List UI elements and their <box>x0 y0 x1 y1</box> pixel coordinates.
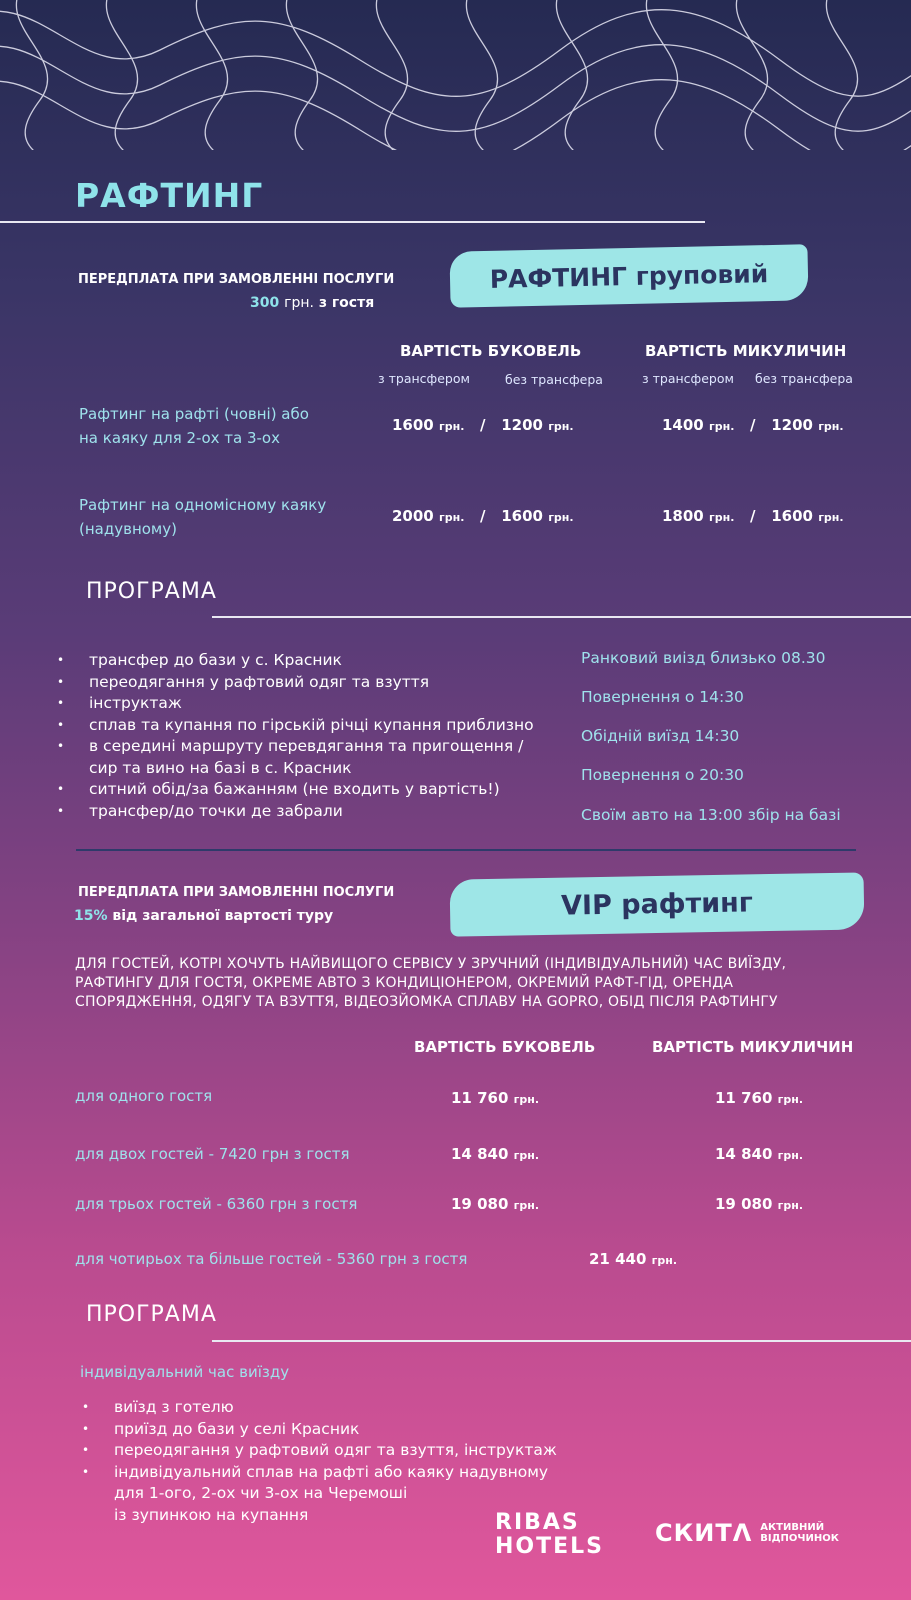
list-item: • переодягання у рафтовий одяг та взуття <box>57 672 534 694</box>
vip-description: ДЛЯ ГОСТЕЙ, КОТРІ ХОЧУТЬ НАЙВИЩОГО СЕРВІСУ У ЗРУЧНИЙ (ІНДИВІДУАЛЬНИЙ) ЧАС ВИЇЗДУ, РАФТИНГУ ДЛЯ ГОСТЯ, ОКРЕМЕ АВТО З КОНДИЦІОНЕРОМ, ОКРЕМИЙ РАФТ-ГІД, ОРЕНДА СПОРЯДЖЕННЯ, ОДЯГУ ТА ВЗУТТЯ, ВІДЕОЗЙОМКА СПЛАВУ НА GOPRO, ОБІД ПІСЛЯ РАФТИНГУ <box>75 956 787 1010</box>
vip-row-1-mykulychyn: 11 760 грн. <box>715 1089 804 1107</box>
list-item: • в середині маршруту перевдягання та пригощення / <box>57 736 534 758</box>
vip-row-4-label: для чотирьох та більше гостей - 5360 грн з гостя <box>75 1250 468 1268</box>
vip-prepay-value: 15% від загальної вартості туру <box>74 908 334 924</box>
vip-col-mykulychyn: ВАРТІСТЬ МИКУЛИЧИН <box>652 1038 854 1056</box>
title-divider <box>0 221 705 223</box>
ribas-hotels-logo: RIBAS HOTELS <box>495 1510 605 1559</box>
schedule-2: Повернення о 14:30 <box>581 688 744 706</box>
program2-heading: ПРОГРАМА <box>86 1302 217 1327</box>
list-item-continuation: сир та вино на базі в с. Красник <box>89 758 352 777</box>
list-item-continuation: із зупинкою на купання <box>114 1505 309 1524</box>
schedule-3: Обідній виїзд 14:30 <box>581 727 740 745</box>
group-col-mykulychyn: ВАРТІСТЬ МИКУЛИЧИН <box>645 342 847 360</box>
list-item: • переодягання у рафтовий одяг та взуття, інструктаж <box>82 1440 557 1462</box>
page-title: РАФТИНГ <box>75 176 264 215</box>
vip-row-1-bukovel: 11 760 грн. <box>451 1089 540 1107</box>
vip-row-3-label: для трьох гостей - 6360 грн з гостя <box>75 1195 358 1213</box>
list-item: • сплав та купання по гірській річці купання приблизно <box>57 715 534 737</box>
list-item: • трансфер до бази у с. Красник <box>57 650 534 672</box>
wave-pattern <box>0 0 911 150</box>
section-divider <box>76 849 856 851</box>
list-item: • індивідуальний сплав на рафті або каяку надувному <box>82 1462 557 1484</box>
group-row-1-mykulychyn: 1400 грн. / 1200 грн. <box>662 416 844 434</box>
list-item: • виїзд з готелю <box>82 1397 557 1419</box>
vip-row-4-price: 21 440 грн. <box>589 1250 678 1268</box>
list-item: • трансфер/до точки де забрали <box>57 801 534 823</box>
skyta-logo: СКИТ Λ АКТИВНИЙ ВІДПОЧИНОК <box>655 1519 839 1547</box>
list-item: • приїзд до бази у селі Красник <box>82 1419 557 1441</box>
group-row-2-label: Рафтинг на одномісному каяку (надувному) <box>79 496 327 538</box>
mykulychyn-with-transfer: з трансфером <box>642 371 734 386</box>
vip-rafting-badge: VIP рафтинг <box>450 872 865 936</box>
program1-list <box>57 650 534 822</box>
group-row-1-bukovel: 1600 грн. / 1200 грн. <box>392 416 574 434</box>
list-item: • інструктаж <box>57 693 534 715</box>
program1-divider <box>212 616 911 618</box>
schedule-1: Ранковий виізд близько 08.30 <box>581 649 826 667</box>
program2-list <box>82 1397 557 1526</box>
vip-row-2-mykulychyn: 14 840 грн. <box>715 1145 804 1163</box>
bukovel-with-transfer: з трансфером <box>378 371 470 386</box>
group-prepay-value: 300 грн. з гостя <box>250 295 375 311</box>
schedule-4: Повернення о 20:30 <box>581 766 744 784</box>
vip-row-1-label: для одного гостя <box>75 1087 213 1105</box>
program1-heading: ПРОГРАМА <box>86 579 217 604</box>
group-row-1-label: Рафтинг на рафті (човні) або на каяку для 2-ох та 3-ох <box>79 405 309 447</box>
list-item: • ситний обід/за бажанням (не входить у вартість!) <box>57 779 534 801</box>
group-prepay-label: ПЕРЕДПЛАТА ПРИ ЗАМОВЛЕННІ ПОСЛУГИ <box>78 272 395 287</box>
program2-divider <box>212 1340 911 1342</box>
list-item-continuation: для 1-ого, 2-ох чи 3-ох на Черемоші <box>114 1484 408 1502</box>
vip-row-3-bukovel: 19 080 грн. <box>451 1195 540 1213</box>
vip-row-2-label: для двох гостей - 7420 грн з гостя <box>75 1145 350 1163</box>
vip-col-bukovel: ВАРТІСТЬ БУКОВЕЛЬ <box>414 1038 596 1056</box>
program2-intro: індивідуальний час виїзду <box>80 1363 290 1381</box>
group-col-bukovel: ВАРТІСТЬ БУКОВЕЛЬ <box>400 342 582 360</box>
schedule-5: Своїм авто на 13:00 збір на базі <box>581 806 841 824</box>
vip-row-3-mykulychyn: 19 080 грн. <box>715 1195 804 1213</box>
bukovel-without-transfer: без трансфера <box>505 372 603 387</box>
vip-prepay-label: ПЕРЕДПЛАТА ПРИ ЗАМОВЛЕННІ ПОСЛУГИ <box>78 885 395 900</box>
group-row-2-mykulychyn: 1800 грн. / 1600 грн. <box>662 507 844 525</box>
group-row-2-bukovel: 2000 грн. / 1600 грн. <box>392 507 574 525</box>
group-rafting-badge: РАФТИНГ груповий <box>449 244 808 307</box>
mykulychyn-without-transfer: без трансфера <box>755 371 853 386</box>
vip-row-2-bukovel: 14 840 грн. <box>451 1145 540 1163</box>
